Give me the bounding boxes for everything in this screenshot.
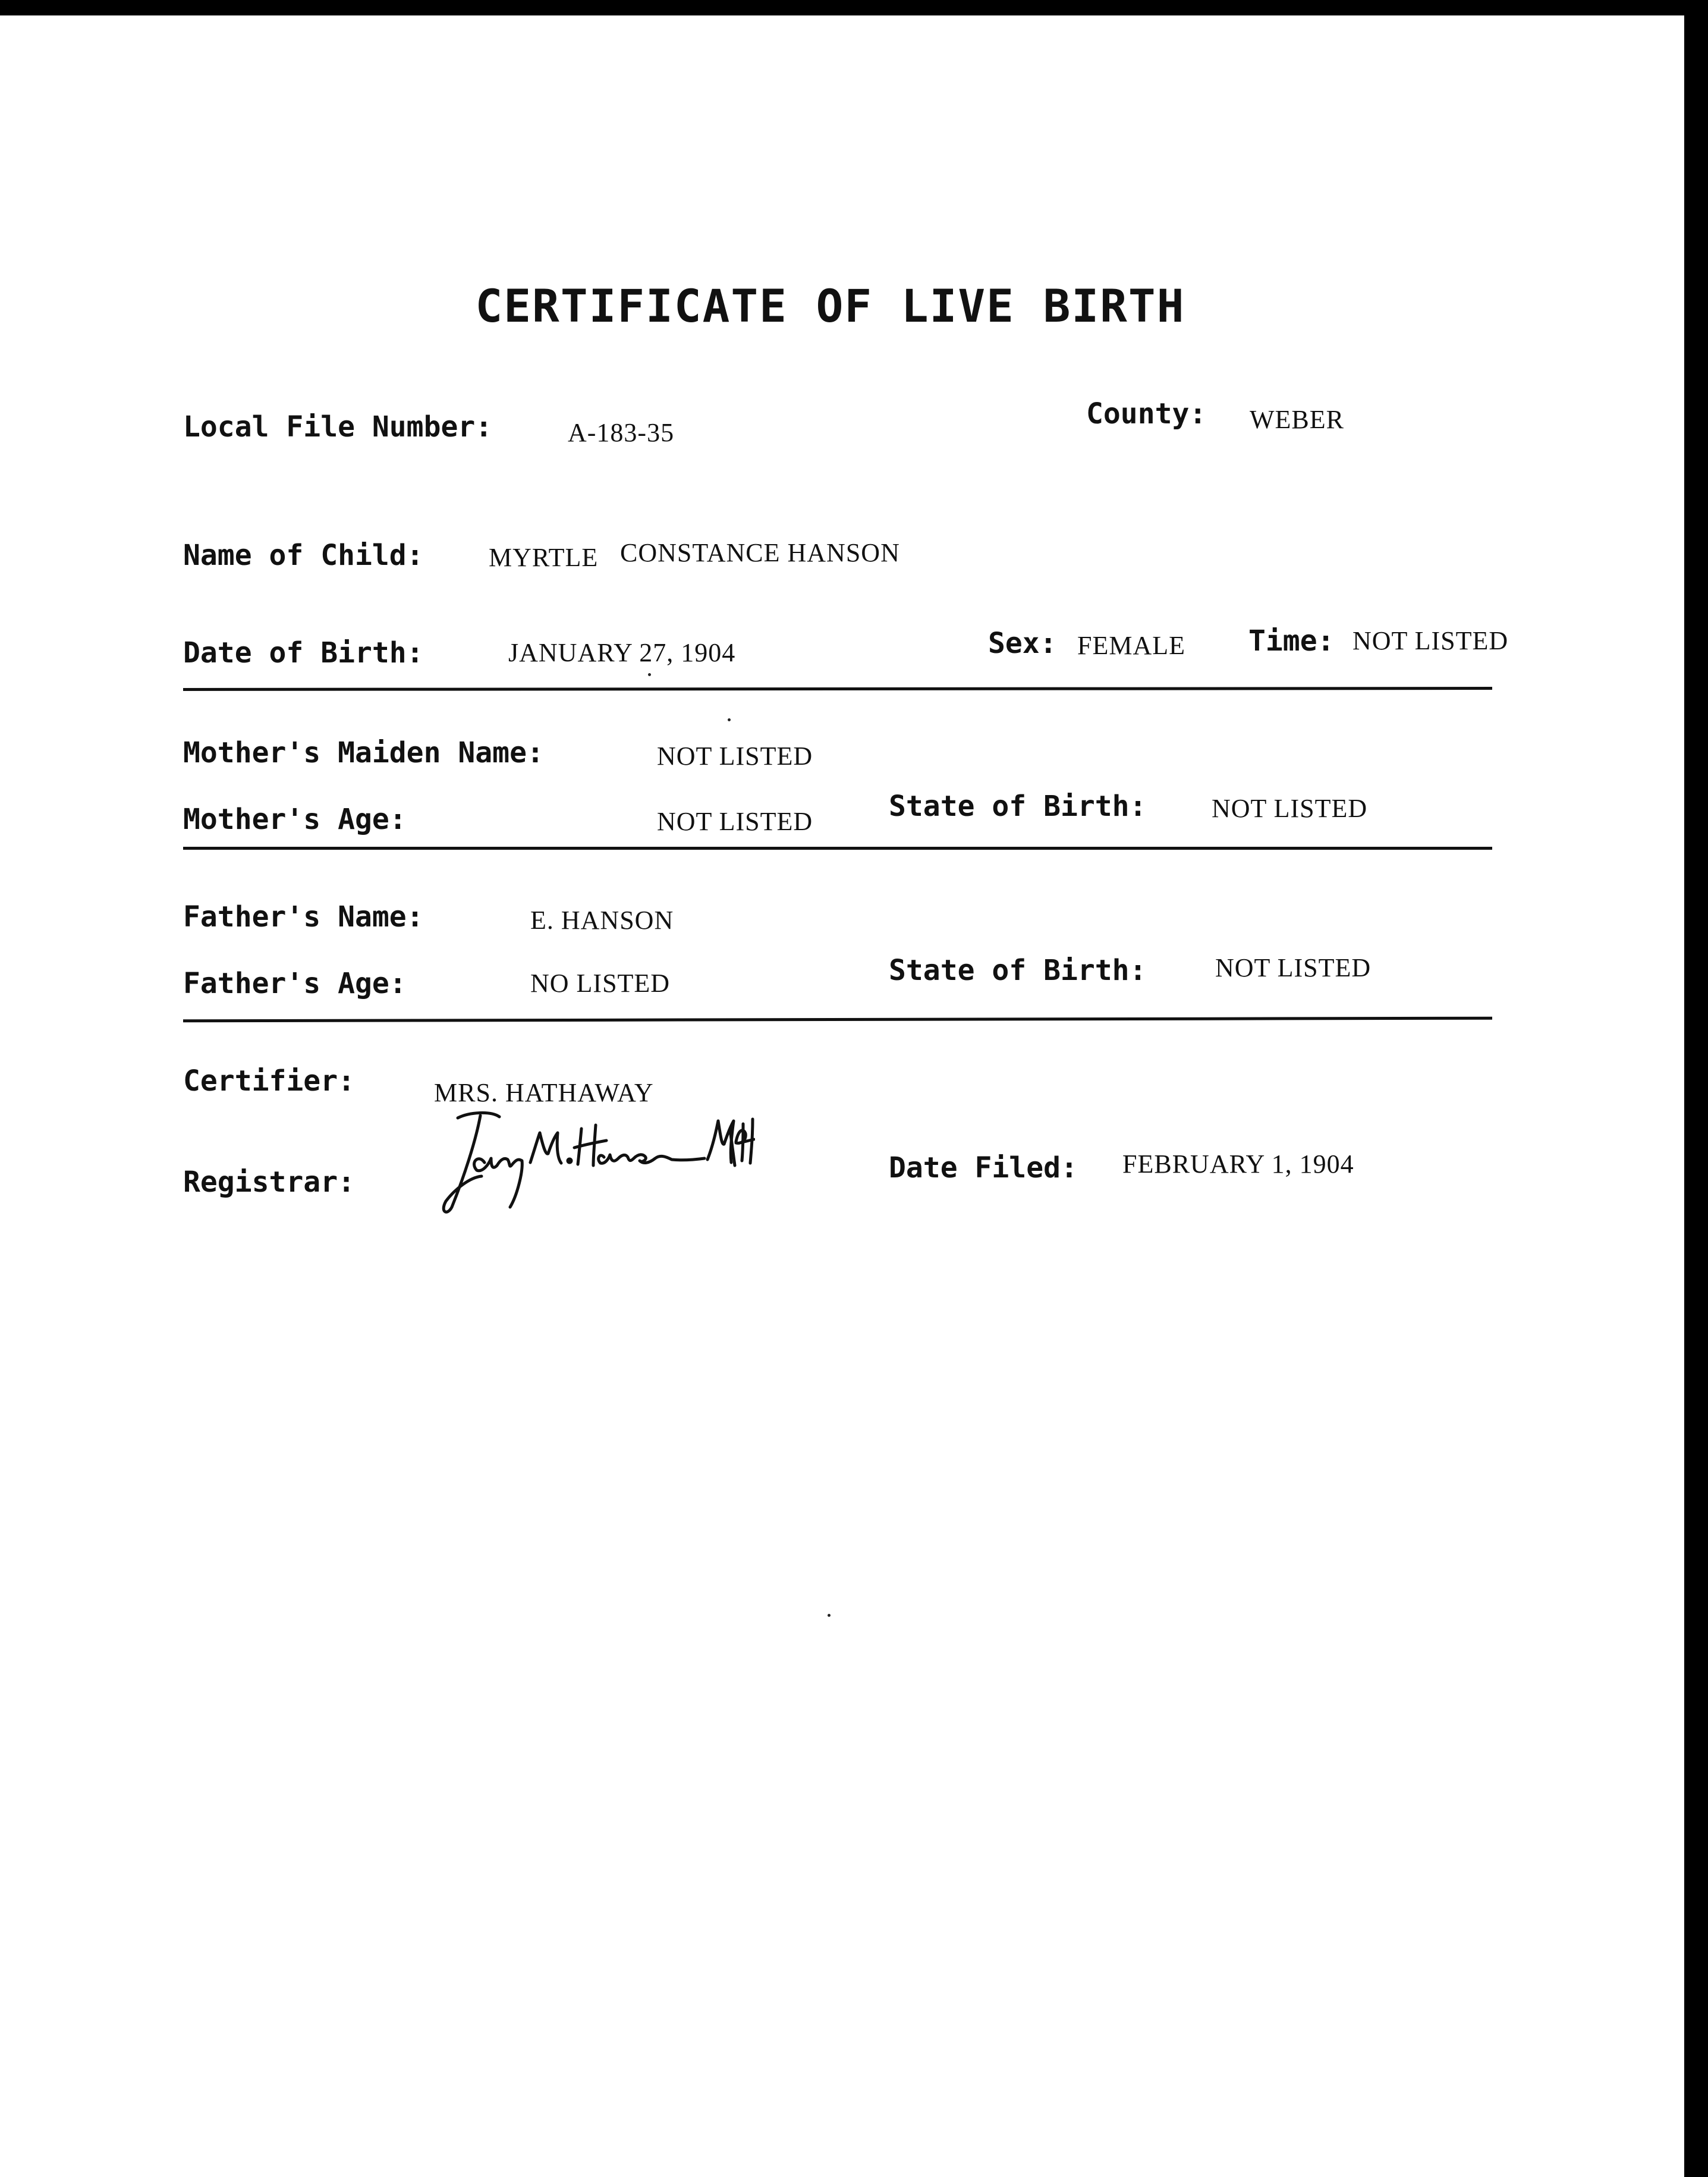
section-divider xyxy=(183,687,1492,691)
father-age-value: NO LISTED xyxy=(530,969,671,998)
date-filed-label: Date Filed: xyxy=(889,1151,1078,1185)
local-file-number-value: A-183-35 xyxy=(568,418,675,447)
date-filed-value: FEBRUARY 1, 1904 xyxy=(1122,1149,1354,1179)
child-first-name: MYRTLE xyxy=(489,543,599,572)
local-file-number-label: Local File Number: xyxy=(183,410,493,444)
mother-state-of-birth-value: NOT LISTED xyxy=(1212,794,1368,823)
registrar-label: Registrar: xyxy=(183,1166,355,1199)
dob-label: Date of Birth: xyxy=(183,636,424,670)
certificate-title: CERTIFICATE OF LIVE BIRTH xyxy=(475,279,1185,332)
scan-speck xyxy=(648,673,651,676)
time-value: NOT LISTED xyxy=(1352,626,1509,655)
father-name-label: Father's Name: xyxy=(183,900,424,934)
father-name-value: E. HANSON xyxy=(530,906,674,935)
child-name-label: Name of Child: xyxy=(183,539,424,572)
mother-state-of-birth-label: State of Birth: xyxy=(889,790,1147,823)
county-label: County: xyxy=(1086,397,1207,431)
father-age-label: Father's Age: xyxy=(183,967,407,1000)
sex-value: FEMALE xyxy=(1077,631,1185,660)
scan-edge-right xyxy=(1684,0,1708,2177)
father-state-of-birth-label: State of Birth: xyxy=(889,954,1147,987)
county-value: WEBER xyxy=(1250,405,1344,434)
mother-age-value: NOT LISTED xyxy=(657,807,813,836)
dob-value: JANUARY 27, 1904 xyxy=(508,638,736,667)
time-label: Time: xyxy=(1248,624,1335,658)
certifier-value: MRS. HATHAWAY xyxy=(434,1078,654,1107)
mother-maiden-name-label: Mother's Maiden Name: xyxy=(183,736,544,769)
registrar-signature xyxy=(434,1106,755,1225)
sex-label: Sex: xyxy=(988,627,1057,660)
child-rest-name: CONSTANCE HANSON xyxy=(620,538,900,567)
mother-maiden-name-value: NOT LISTED xyxy=(657,742,813,771)
section-divider xyxy=(183,847,1492,850)
scan-speck xyxy=(728,718,731,721)
mother-age-label: Mother's Age: xyxy=(183,803,407,836)
father-state-of-birth-value: NOT LISTED xyxy=(1215,953,1372,982)
certifier-label: Certifier: xyxy=(183,1064,355,1098)
section-divider xyxy=(183,1017,1492,1023)
scan-speck xyxy=(828,1614,831,1617)
